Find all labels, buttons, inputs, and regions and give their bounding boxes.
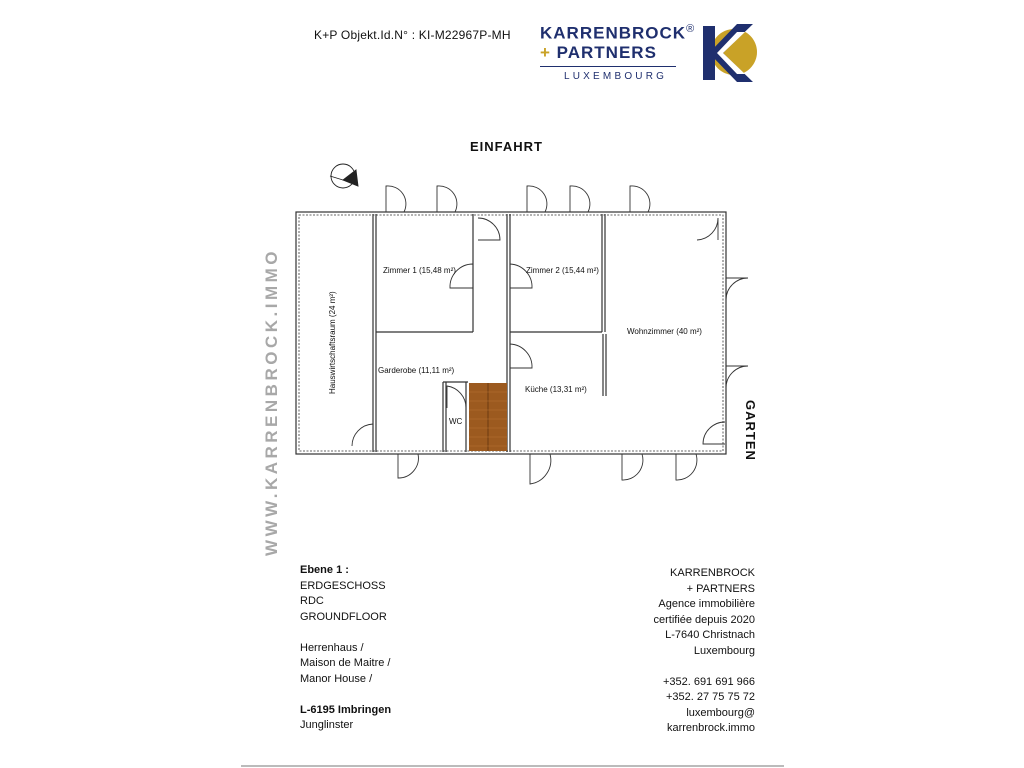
agency-address: L-7640 Christnach	[665, 629, 755, 641]
registered-mark: ®	[686, 23, 696, 35]
object-id: K+P Objekt.Id.N° : KI-M22967P-MH	[314, 28, 511, 42]
building-de: Herrenhaus /	[300, 641, 364, 654]
agency-certified: certifiée depuis 2020	[653, 613, 755, 626]
email-line-1: luxembourg@	[686, 706, 755, 719]
north-arrow-icon	[330, 164, 358, 188]
room-hauswirtschaftsraum: Hauswirtschaftsraum (24 m²)	[328, 291, 337, 394]
agency-country: Luxembourg	[693, 644, 755, 657]
phone-1: +352. 691 691 966	[662, 675, 755, 688]
agency-name-2: + PARTNERS	[686, 582, 755, 595]
level-fr: RDC	[300, 595, 324, 607]
agency-info	[653, 566, 755, 737]
town: Junglinster	[300, 719, 354, 731]
building-fr: Maison de Maitre /	[300, 657, 391, 669]
staircase	[469, 383, 507, 451]
room-wc: WC	[449, 417, 463, 426]
bottom-divider	[241, 765, 784, 767]
brand-location: LUXEMBOURG	[564, 71, 668, 82]
room-garderobe: Garderobe (11,11 m²)	[378, 366, 455, 375]
brand-name-text: KARRENBROCK	[540, 23, 687, 43]
level-en: GROUNDFLOOR	[300, 610, 387, 623]
brand-partners-text: PARTNERS	[556, 43, 657, 62]
room-kueche: Küche (13,31 m²)	[525, 385, 587, 394]
email-line-2: karrenbrock.immo	[666, 722, 755, 734]
room-wohnzimmer: Wohnzimmer (40 m²)	[627, 327, 702, 336]
watermark-url: WWW.KARRENBROCK.IMMO	[262, 248, 281, 556]
label-garten: GARTEN	[743, 400, 758, 461]
postal-address: L-6195 Imbringen	[300, 703, 392, 716]
level-title: Ebene 1 :	[300, 564, 349, 576]
room-zimmer2: Zimmer 2 (15,44 m²)	[526, 266, 599, 275]
agency-type: Agence immobilière	[658, 598, 755, 610]
level-de: ERDGESCHOSS	[300, 579, 386, 592]
brand-plus: +	[540, 43, 551, 62]
label-einfahrt: EINFAHRT	[470, 139, 543, 154]
phone-2: +352. 27 75 75 72	[666, 691, 755, 703]
room-zimmer1: Zimmer 1 (15,48 m²)	[383, 266, 456, 275]
floor-info	[300, 563, 391, 734]
building-en: Manor House /	[300, 672, 373, 685]
agency-name: KARRENBROCK	[670, 567, 755, 579]
